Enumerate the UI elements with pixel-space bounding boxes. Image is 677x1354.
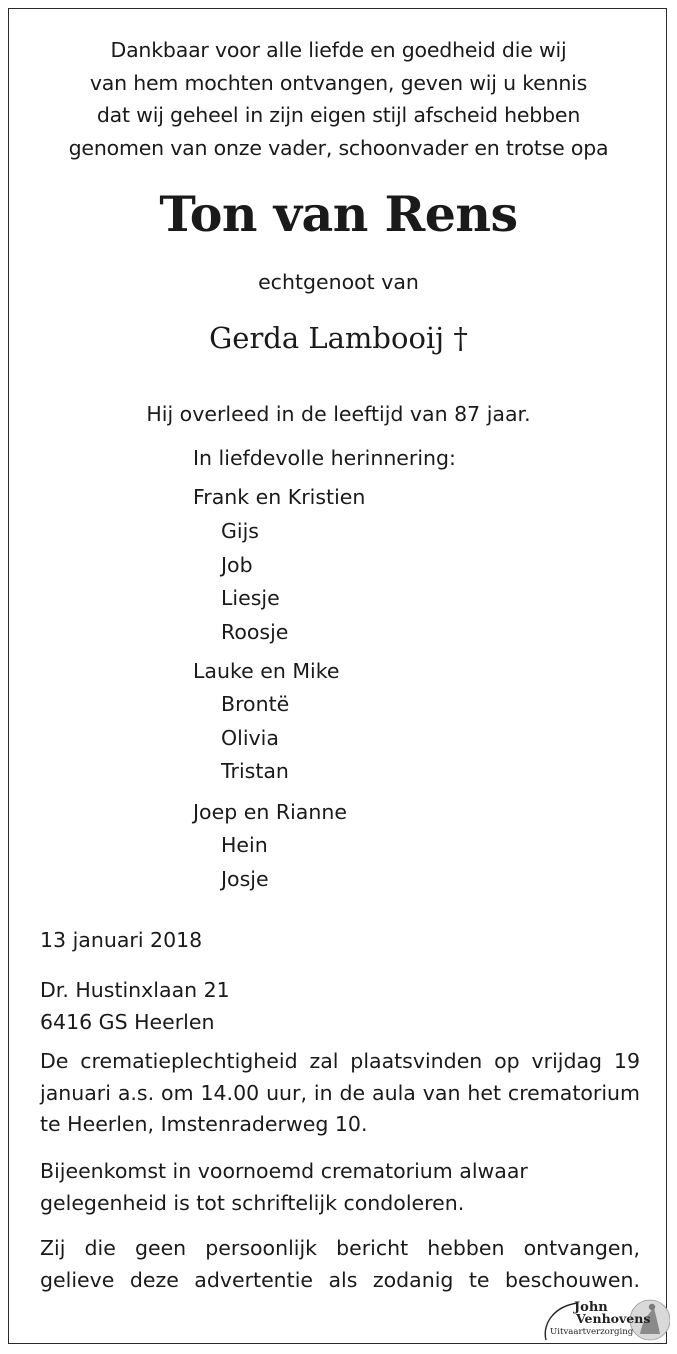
family-child: Josje [221, 866, 269, 891]
ceremony-line: januari a.s. om 14.00 uur, in de aula van het crematorium [40, 1080, 640, 1105]
family-child: Olivia [221, 725, 279, 750]
deceased-name: Ton van Rens [159, 185, 518, 243]
family-parents: Frank en Kristien [193, 485, 366, 509]
family-group [193, 656, 340, 789]
family-child: Hein [221, 833, 268, 857]
address-line: Dr. Hustinxlaan 21 [40, 978, 230, 1002]
ceremony-text [40, 1046, 640, 1141]
gathering-line: gelegenheid is tot schriftelijk condoleren. [40, 1190, 465, 1215]
family-parents: Lauke en Mike [193, 659, 340, 683]
intro-line: van hem mochten ontvangen, geven wij u kennis [89, 70, 588, 95]
family-child: Gijs [221, 519, 259, 543]
logo-text-line2: Venhovens [576, 1311, 651, 1326]
family-parents: Joep en Rianne [193, 800, 347, 824]
date: 13 januari 2018 [40, 928, 203, 952]
death-note: Hij overleed in de leeftijd van 87 jaar. [146, 402, 531, 426]
logo-graphic [540, 1294, 670, 1346]
logo-figure-head [649, 1304, 655, 1310]
address-line: 6416 GS Heerlen [40, 1009, 215, 1034]
family-child: Liesje [221, 586, 280, 610]
notice-text [40, 1233, 640, 1296]
ceremony-line: De crematieplechtigheid zal plaatsvinden op vrijdag 19 [40, 1049, 640, 1073]
family-group [193, 482, 365, 649]
address [40, 975, 640, 1038]
logo-text-line3: Uitvaartverzorging [550, 1327, 634, 1337]
logo-text-line1: John [574, 1300, 608, 1315]
spouse-name: Gerda Lambooij † [209, 321, 468, 355]
notice-line: gelieve deze advertentie als zodanig te beschouwen. [40, 1267, 640, 1292]
funeral-home-logo [540, 1294, 670, 1346]
intro-text [0, 34, 677, 164]
spouse-label: echtgenoot van [258, 270, 419, 294]
family-child: Job [221, 552, 253, 577]
gathering-line: Bijeenkomst in voornoemd crematorium alwaar [40, 1159, 528, 1183]
family-child: Tristan [221, 759, 289, 783]
intro-line: Dankbaar voor alle liefde en goedheid die wij [110, 38, 567, 62]
gathering-text [40, 1156, 640, 1219]
family-child: Roosje [221, 619, 289, 644]
ceremony-line: te Heerlen, Imstenraderweg 10. [40, 1112, 368, 1136]
intro-line: genomen van onze vader, schoonvader en trotse opa [68, 135, 609, 160]
notice-line: Zij die geen persoonlijk bericht hebben ontvangen, [40, 1236, 640, 1260]
family-child: Brontë [221, 692, 290, 716]
memory-label: In liefdevolle herinnering: [193, 446, 456, 470]
intro-line: dat wij geheel in zijn eigen stijl afscheid hebben [96, 103, 581, 127]
family-group [193, 797, 347, 896]
